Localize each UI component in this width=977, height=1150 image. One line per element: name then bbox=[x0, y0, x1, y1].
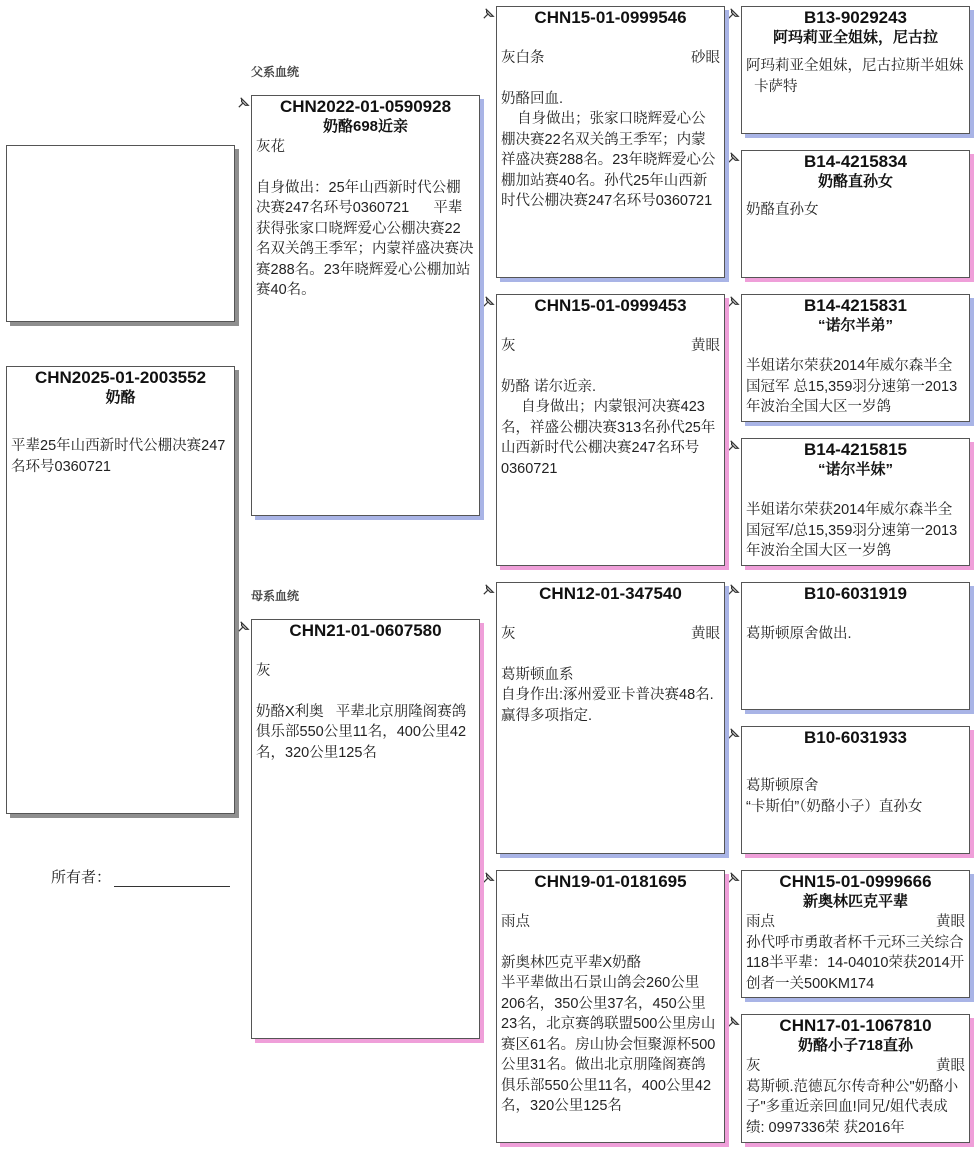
dam-sire-ring: CHN12-01-347540 bbox=[539, 584, 682, 603]
dam-card[interactable] bbox=[251, 619, 480, 1039]
pushpin-icon[interactable] bbox=[726, 294, 741, 309]
dss-notes: 葛斯顿原舍做出. bbox=[746, 626, 852, 642]
subject-ring: CHN2025-01-2003552 bbox=[34, 368, 207, 387]
ssd-card[interactable] bbox=[741, 150, 970, 278]
pushpin-icon[interactable] bbox=[726, 726, 741, 741]
sss-name: 阿玛莉亚全姐妹，尼古拉 bbox=[772, 29, 938, 46]
dam-color: 灰 bbox=[256, 663, 271, 679]
sdd-ring: B14-4215815 bbox=[803, 440, 908, 459]
sds-ring: B14-4215831 bbox=[803, 296, 908, 315]
owner-line[interactable] bbox=[114, 872, 230, 887]
sire-card[interactable] bbox=[251, 95, 480, 516]
sire-name: 奶酪698近亲 bbox=[322, 118, 409, 135]
sss-card[interactable] bbox=[741, 6, 970, 134]
pushpin-icon[interactable] bbox=[481, 870, 496, 885]
dsd-ring: B10-6031933 bbox=[803, 728, 908, 747]
sire-sire-eye: 砂眼 bbox=[691, 50, 720, 66]
pushpin-icon[interactable] bbox=[726, 582, 741, 597]
sds-name: “诺尔半弟” bbox=[817, 317, 893, 334]
sire-sire-notes: 奶酪回血. 自身做出；张家口晓辉爱心公棚决赛22名双关鸽王季军；内蒙祥盛决赛288名。23年晓辉爱心公棚加站赛40名。孙代25年山西新时代公棚决赛247名环号0360721 bbox=[501, 90, 716, 209]
sss-notes: 阿玛莉亚全姐妹，尼古拉斯半姐妹 卡萨特 bbox=[746, 58, 964, 95]
owner-field[interactable] bbox=[51, 866, 230, 887]
dss-card[interactable] bbox=[741, 582, 970, 710]
dam-dam-notes: 新奥林匹克平辈X奶酪 半平辈做出石景山鸽会260公里206名，350公里37名，450公里23名，北京赛鸽联盟500公里房山赛区61名。房山协会恒聚源杯500公里31名。做出北京朋隆阁赛鸽俱乐部550公里11名，400公里42名，320公里125名 bbox=[501, 954, 716, 1114]
pushpin-icon[interactable] bbox=[726, 870, 741, 885]
sire-sire-card[interactable] bbox=[496, 6, 725, 278]
dss-ring: B10-6031919 bbox=[803, 584, 908, 603]
pushpin-icon[interactable] bbox=[481, 582, 496, 597]
dam-sire-notes: 葛斯顿血系 自身作出:涿州爱亚卡普决赛48名. 赢得多项指定. bbox=[501, 666, 714, 724]
dam-notes: 奶酪X利奥 平辈北京朋隆阁赛鸽俱乐部550公里11名，400公里42名，320公里125名 bbox=[256, 703, 467, 761]
sire-sire-ring: CHN15-01-0999546 bbox=[534, 8, 687, 27]
dds-ring: CHN15-01-0999666 bbox=[779, 872, 932, 891]
pushpin-icon[interactable] bbox=[726, 438, 741, 453]
dam-sire-eye: 黄眼 bbox=[691, 626, 720, 642]
dam-dam-card[interactable] bbox=[496, 870, 725, 1143]
ddd-color: 灰 bbox=[746, 1058, 761, 1074]
ssd-ring: B14-4215834 bbox=[803, 152, 908, 171]
dam-sire-color: 灰 bbox=[501, 626, 516, 642]
pushpin-icon[interactable] bbox=[726, 6, 741, 21]
dds-eye: 黄眼 bbox=[936, 914, 965, 930]
pushpin-icon[interactable] bbox=[726, 150, 741, 165]
sds-notes: 半姐诺尔荣获2014年威尔森半全国冠军 总15,359羽分速第一2013年波治全国大区一岁鸽 bbox=[746, 358, 958, 415]
ddd-eye: 黄眼 bbox=[936, 1058, 965, 1074]
sire-dam-card[interactable] bbox=[496, 294, 725, 566]
subject-notes: 平辈25年山西新时代公棚决赛247名环号0360721 bbox=[11, 438, 226, 475]
dam-section-label: 母系血统 bbox=[251, 589, 300, 603]
pushpin-icon[interactable] bbox=[481, 6, 496, 21]
sdd-notes: 半姐诺尔荣获2014年威尔森半全国冠军/总15,359羽分速第一2013年波治全国大区一岁鸽 bbox=[746, 502, 958, 559]
pushpin-icon[interactable] bbox=[236, 619, 251, 634]
sdd-name: “诺尔半妹” bbox=[817, 461, 893, 478]
sire-dam-ring: CHN15-01-0999453 bbox=[534, 296, 687, 315]
dam-dam-color: 雨点 bbox=[501, 914, 530, 930]
sdd-card[interactable] bbox=[741, 438, 970, 566]
ddd-ring: CHN17-01-1067810 bbox=[779, 1016, 932, 1035]
ddd-notes: 葛斯顿.范德瓦尔传奇种公"奶酪小子"多重近亲回血!同兄/姐代表成绩: 0997336荣 获2016年 bbox=[746, 1078, 959, 1136]
dds-name: 新奥林匹克平辈 bbox=[802, 893, 908, 910]
sire-color: 灰花 bbox=[256, 139, 285, 155]
sds-card[interactable] bbox=[741, 294, 970, 422]
sire-dam-color: 灰 bbox=[501, 338, 516, 354]
subject-card bbox=[6, 366, 235, 814]
dam-ring: CHN21-01-0607580 bbox=[289, 621, 442, 640]
sire-section-label: 父系血统 bbox=[251, 65, 300, 79]
subject-name: 奶酪 bbox=[105, 389, 136, 406]
dds-color: 雨点 bbox=[746, 914, 775, 930]
dsd-card[interactable] bbox=[741, 726, 970, 854]
ddd-name: 奶酪小子718直孙 bbox=[797, 1037, 914, 1054]
dds-card[interactable] bbox=[741, 870, 970, 998]
sire-dam-eye: 黄眼 bbox=[691, 338, 720, 354]
sire-sire-color: 灰白条 bbox=[501, 50, 545, 66]
dds-notes: 孙代呼市勇敢者杯千元环三关综合118半平辈：14-04010荣获2014开创者一关500KM174 bbox=[746, 934, 965, 992]
sire-dam-notes: 奶酪 诺尔近亲. 自身做出；内蒙银河决赛423名，祥盛公棚决赛313名孙代25年山西新时代公棚决赛247名环号0360721 bbox=[501, 378, 716, 477]
dam-sire-card[interactable] bbox=[496, 582, 725, 854]
sire-notes: 自身做出：25年山西新时代公棚决赛247名环号0360721 平辈获得张家口晓辉爱心公棚决赛22名双关鸽王季军；内蒙祥盛决赛决赛288名。23年晓辉爱心公棚加站赛40名。 bbox=[256, 179, 474, 298]
dsd-notes: 葛斯顿原舍 “卡斯伯”（奶酪小子）直孙女 bbox=[746, 778, 923, 815]
pushpin-icon[interactable] bbox=[236, 95, 251, 110]
pushpin-icon[interactable] bbox=[481, 294, 496, 309]
owner-label: 所有者： bbox=[51, 869, 112, 886]
sire-ring: CHN2022-01-0590928 bbox=[279, 97, 452, 116]
dam-dam-ring: CHN19-01-0181695 bbox=[534, 872, 687, 891]
photo-box bbox=[6, 145, 235, 322]
ssd-notes: 奶酪直孙女 bbox=[746, 202, 819, 218]
ssd-name: 奶酪直孙女 bbox=[817, 173, 893, 190]
ddd-card[interactable] bbox=[741, 1014, 970, 1143]
sss-ring: B13-9029243 bbox=[803, 8, 908, 27]
pushpin-icon[interactable] bbox=[726, 1014, 741, 1029]
